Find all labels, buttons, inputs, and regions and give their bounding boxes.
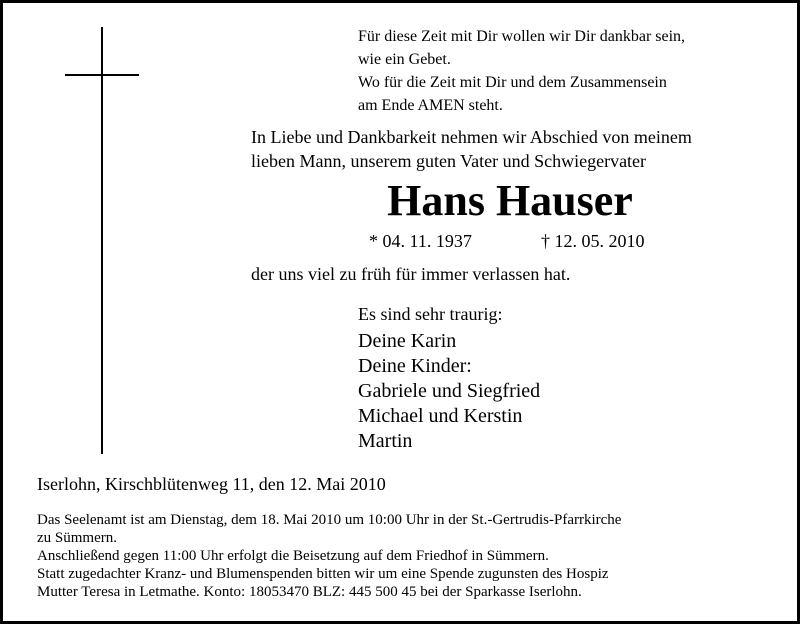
intro-line: lieben Mann, unserem guten Vater und Schwiegervater: [251, 151, 647, 171]
mourner-name: Martin: [358, 430, 413, 452]
birth-date: * 04. 11. 1937: [369, 231, 472, 251]
poem: [358, 25, 685, 117]
mourners-intro: Es sind sehr traurig:: [358, 304, 503, 324]
farewell-intro: [251, 125, 692, 173]
poem-line: Für diese Zeit mit Dir wollen wir Dir dankbar sein,: [358, 28, 686, 45]
info-line: Statt zugedachter Kranz- und Blumenspenden bitten wir um eine Spende zugunsten des Hospiz: [37, 566, 609, 582]
cross-horizontal-bar: [65, 74, 139, 76]
mourner-name: Deine Karin: [358, 330, 457, 352]
deceased-name: Hans Hauser: [387, 176, 633, 225]
place-and-date: Iserlohn, Kirschblütenweg 11, den 12. Mai 2010: [37, 474, 386, 494]
info-line: Mutter Teresa in Letmathe. Konto: 18053470 BLZ: 445 500 45 bei der Sparkasse Iserlohn.: [37, 584, 582, 600]
cross-vertical-bar: [101, 27, 103, 454]
mourners-list: [358, 329, 540, 454]
intro-line: In Liebe und Dankbarkeit nehmen wir Abschied von meinem: [251, 127, 692, 147]
mourner-name: Deine Kinder:: [358, 355, 472, 377]
info-line: Das Seelenamt ist am Dienstag, dem 18. Mai 2010 um 10:00 Uhr in der St.-Gertrudis-Pfarrkirche: [37, 512, 622, 528]
mourner-name: Michael und Kerstin: [358, 405, 523, 427]
death-date: † 12. 05. 2010: [541, 231, 645, 251]
poem-line: wie ein Gebet.: [358, 51, 451, 68]
funeral-info: [37, 511, 621, 601]
poem-line: Wo für die Zeit mit Dir und dem Zusammensein: [358, 74, 667, 91]
mourner-name: Gabriele und Siegfried: [358, 380, 541, 402]
info-line: zu Sümmern.: [37, 530, 117, 546]
poem-line: am Ende AMEN steht.: [358, 97, 503, 114]
closing-line: der uns viel zu früh für immer verlassen hat.: [251, 264, 571, 284]
info-line: Anschließend gegen 11:00 Uhr erfolgt die Beisetzung auf dem Friedhof in Sümmern.: [37, 548, 549, 564]
